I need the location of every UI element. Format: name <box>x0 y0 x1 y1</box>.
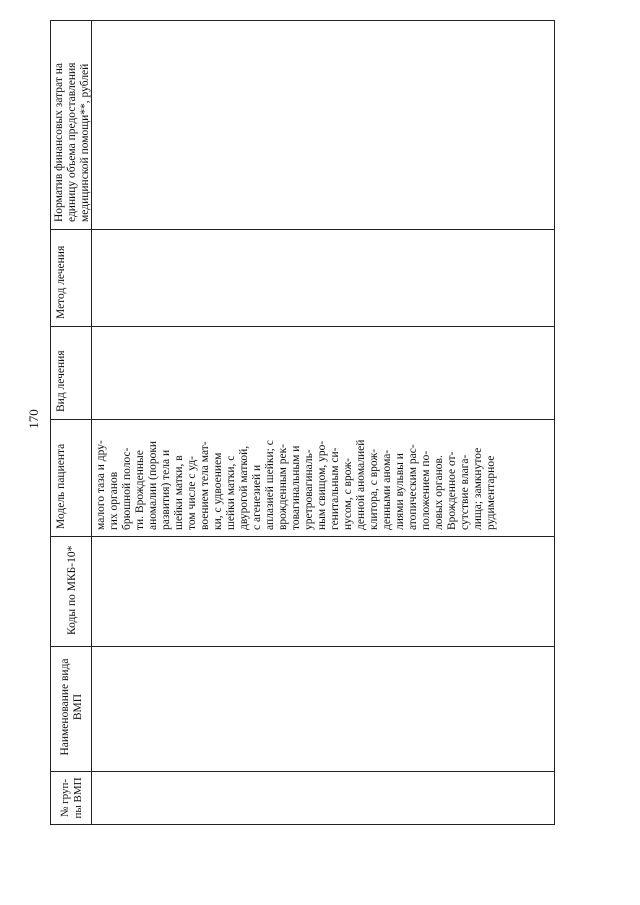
col-divider-cost <box>51 229 554 230</box>
patient-model-line: лиями вульвы и <box>394 453 406 530</box>
header-treatment-type: Вид лечения <box>55 350 67 412</box>
patient-model-line: ки, с удвоением <box>212 452 224 530</box>
patient-model-line: шейки матки, с <box>225 455 237 530</box>
header-group-no: № груп-пы ВМП <box>59 777 84 819</box>
patient-model-line: том числе с уд- <box>186 455 198 530</box>
patient-model-line: сутствие влага- <box>459 454 471 530</box>
col-divider-model <box>51 536 554 537</box>
col-divider-method <box>51 326 554 327</box>
patient-model-line: уретровагиналь- <box>303 449 315 530</box>
col-divider-name <box>51 771 554 772</box>
patient-model-line: аплазией шейки; с <box>264 440 276 530</box>
patient-model-line: ным свищом, уро- <box>316 440 328 530</box>
patient-model-line: рудиментарное <box>485 455 497 530</box>
header-patient-model: Модель пациента <box>55 443 67 529</box>
patient-model-line: положением по- <box>420 450 432 530</box>
patient-model-line: гих органов <box>108 471 120 530</box>
patient-model-line: лища; замкнутое <box>472 447 484 530</box>
patient-model-line: клитора, с врож- <box>368 448 380 530</box>
data-table <box>50 20 555 825</box>
cell-patient-model <box>93 421 553 533</box>
patient-model-line: врожденным рек- <box>277 443 289 530</box>
col-divider-codes <box>51 646 554 647</box>
patient-model-line: денной аномалией <box>355 439 367 530</box>
patient-model-line: малого таза и дру- <box>95 440 107 530</box>
patient-model-line: генитальным си- <box>329 447 341 530</box>
patient-model-line: аномалии (пороки <box>147 440 159 530</box>
patient-model-line: атопическим рас- <box>407 444 419 530</box>
patient-model-line: товагинальным и <box>290 445 302 530</box>
patient-model-line: шейки матки, в <box>173 455 185 530</box>
header-cost-norm: Норматив финансовых затрат на единицу объема предоставления медицинской помощи**, рублей <box>52 62 91 222</box>
col-divider-type <box>51 419 554 420</box>
patient-model-line: двурогой маткой, <box>238 445 250 530</box>
patient-model-line: нусом, с врож- <box>342 458 354 530</box>
patient-model-line: воением тела мат- <box>199 441 211 530</box>
patient-model-line: денными анома- <box>381 449 393 530</box>
patient-model-line: ти. Врожденные <box>134 450 146 530</box>
patient-model-line: брюшной полос- <box>121 447 133 530</box>
header-vmp-name: Наименование вида ВМП <box>59 658 84 756</box>
patient-model-line: с агенезией и <box>251 464 263 530</box>
patient-model-line: ловых органов. <box>433 455 445 530</box>
patient-model-line: Врожденное от- <box>446 451 458 530</box>
page-number: 170 <box>26 409 41 429</box>
header-treatment-method: Метод лечения <box>55 245 67 319</box>
patient-model-line: развития) тела и <box>160 449 172 530</box>
header-mkb-codes: Коды по МКБ-10* <box>65 545 78 635</box>
